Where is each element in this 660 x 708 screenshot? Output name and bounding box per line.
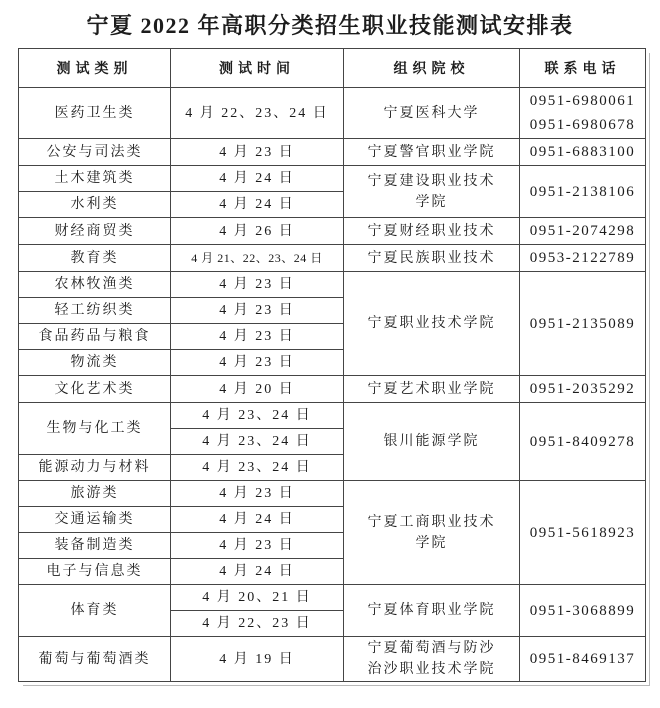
schedule-table-wrap — [18, 48, 646, 682]
table-cell: 4 月 23、24 日 — [171, 429, 344, 455]
table-cell: 物流类 — [19, 350, 171, 376]
table-cell: 葡萄与葡萄酒类 — [19, 637, 171, 682]
table-row — [19, 585, 646, 611]
table-row — [19, 139, 646, 166]
table-cell: 0951-2138106 — [520, 166, 646, 218]
table-cell: 农林牧渔类 — [19, 272, 171, 298]
column-header-time: 测试时间 — [171, 49, 344, 88]
table-cell: 水利类 — [19, 192, 171, 218]
table-cell: 轻工纺织类 — [19, 298, 171, 324]
table-cell: 文化艺术类 — [19, 376, 171, 403]
table-cell: 0951-8469137 — [520, 637, 646, 682]
table-row — [19, 403, 646, 429]
table-cell: 4 月 23 日 — [171, 350, 344, 376]
table-cell: 0951-2035292 — [520, 376, 646, 403]
table-cell: 4 月 23、24 日 — [171, 455, 344, 481]
table-row — [19, 166, 646, 192]
table-cell: 宁夏葡萄酒与防沙 治沙职业技术学院 — [344, 637, 520, 682]
table-cell: 4 月 23 日 — [171, 272, 344, 298]
table-cell: 体育类 — [19, 585, 171, 637]
table-row — [19, 637, 646, 682]
table-cell: 宁夏体育职业学院 — [344, 585, 520, 637]
table-cell: 宁夏警官职业学院 — [344, 139, 520, 166]
table-cell: 4 月 26 日 — [171, 218, 344, 245]
table-cell: 0951-5618923 — [520, 481, 646, 585]
table-cell: 4 月 23 日 — [171, 533, 344, 559]
table-cell: 公安与司法类 — [19, 139, 171, 166]
table-cell: 4 月 22、23、24 日 — [171, 88, 344, 139]
table-cell: 装备制造类 — [19, 533, 171, 559]
table-row — [19, 376, 646, 403]
table-row — [19, 481, 646, 507]
table-cell: 宁夏财经职业技术 — [344, 218, 520, 245]
table-cell: 0953-2122789 — [520, 245, 646, 272]
table-cell: 宁夏民族职业技术 — [344, 245, 520, 272]
table-row — [19, 272, 646, 298]
page-title: 宁夏 2022 年高职分类招生职业技能测试安排表 — [86, 13, 574, 38]
table-cell: 4 月 23、24 日 — [171, 403, 344, 429]
column-header-college: 组织院校 — [344, 49, 520, 88]
table-cell: 4 月 23 日 — [171, 481, 344, 507]
table-cell: 4 月 23 日 — [171, 324, 344, 350]
table-cell: 交通运输类 — [19, 507, 171, 533]
table-cell: 旅游类 — [19, 481, 171, 507]
column-header-phone: 联系电话 — [520, 49, 646, 88]
table-cell: 4 月 23 日 — [171, 298, 344, 324]
table-cell: 食品药品与粮食 — [19, 324, 171, 350]
table-cell: 4 月 20 日 — [171, 376, 344, 403]
table-cell: 宁夏医科大学 — [344, 88, 520, 139]
table-cell: 土木建筑类 — [19, 166, 171, 192]
table-cell: 教育类 — [19, 245, 171, 272]
table-cell: 0951-2074298 — [520, 218, 646, 245]
table-cell: 4 月 23 日 — [171, 139, 344, 166]
table-row — [19, 245, 646, 272]
table-cell: 0951-3068899 — [520, 585, 646, 637]
table-cell: 4 月 24 日 — [171, 192, 344, 218]
table-cell: 4 月 19 日 — [171, 637, 344, 682]
table-cell: 财经商贸类 — [19, 218, 171, 245]
table-cell: 0951-8409278 — [520, 403, 646, 481]
table-cell: 4 月 24 日 — [171, 559, 344, 585]
table-cell: 宁夏工商职业技术 学院 — [344, 481, 520, 585]
table-cell: 4 月 20、21 日 — [171, 585, 344, 611]
column-header-category: 测试类别 — [19, 49, 171, 88]
table-row — [19, 218, 646, 245]
table-cell: 4 月 21、22、23、24 日 — [171, 245, 344, 272]
table-cell: 4 月 24 日 — [171, 166, 344, 192]
table-cell: 4 月 22、23 日 — [171, 611, 344, 637]
table-cell: 0951-2135089 — [520, 272, 646, 376]
table-cell: 医药卫生类 — [19, 88, 171, 139]
table-cell: 能源动力与材料 — [19, 455, 171, 481]
table-cell: 宁夏建设职业技术 学院 — [344, 166, 520, 218]
table-cell: 4 月 24 日 — [171, 507, 344, 533]
table-cell: 生物与化工类 — [19, 403, 171, 455]
schedule-table — [18, 48, 646, 682]
table-cell: 0951-6883100 — [520, 139, 646, 166]
header-row — [19, 49, 646, 88]
table-cell: 银川能源学院 — [344, 403, 520, 481]
table-row — [19, 88, 646, 139]
table-cell: 宁夏艺术职业学院 — [344, 376, 520, 403]
table-cell: 电子与信息类 — [19, 559, 171, 585]
schedule-table-body — [19, 88, 646, 682]
table-cell: 0951-6980061 0951-6980678 — [520, 88, 646, 139]
table-cell: 宁夏职业技术学院 — [344, 272, 520, 376]
